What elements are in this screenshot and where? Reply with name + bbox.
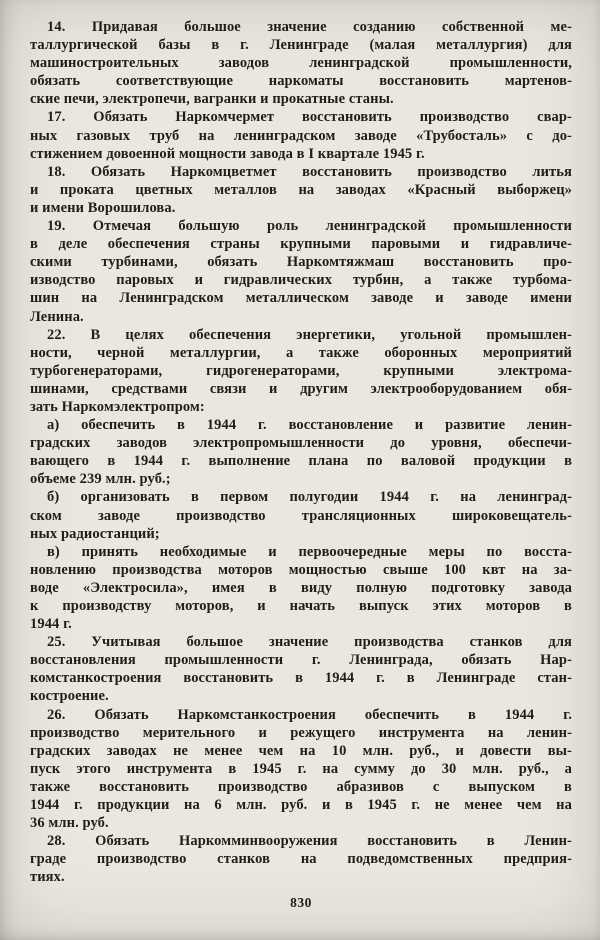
text-line: а) обеспечить в 1944 г. восстановление и развитие ленин- <box>47 417 572 434</box>
text-line: таллургической базы в г. Ленинграде (малая металлургия) для <box>30 37 572 54</box>
text-line: в деле обеспечения страны крупными паровыми и гидравличе- <box>30 236 572 253</box>
text-line: ных радиостанций; <box>30 525 160 542</box>
paragraph-item-22-b <box>30 488 572 542</box>
text-line: 14. Придавая большое значение созданию собственной ме- <box>47 19 572 35</box>
text-line: 17. Обязать Наркомчермет восстановить производство свар- <box>47 109 572 126</box>
text-line: и проката цветных металлов на заводах «Красный выборжец» <box>30 181 572 198</box>
text-line: 1944 г. продукции на 6 млн. руб. и в 1945 г. не менее чем на <box>30 797 572 814</box>
text-line: 28. Обязать Наркомминвооружения восстановить в Ленин- <box>47 833 572 850</box>
text-line: шинами, средствами связи и другим электрооборудованием обя- <box>30 380 572 397</box>
text-line: к производству моторов, и начать выпуск этих моторов в <box>30 598 572 614</box>
text-line: Ленина. <box>30 308 84 325</box>
text-line: стижением довоенной мощности завода в I квартале 1945 г. <box>30 145 425 162</box>
paragraph-item-22 <box>30 326 572 416</box>
text-line: 22. В целях обеспечения энергетики, угольной промышлен- <box>47 326 572 343</box>
paragraph-item-19 <box>30 217 572 326</box>
paragraph-item-18 <box>30 163 572 217</box>
text-line: вающего в 1944 г. выполнение плана по валовой продукции в <box>30 453 572 470</box>
text-line: градских заводов электропромышленности до уровня, обеспечи- <box>30 435 572 452</box>
text-line: производство мерительного и режущего инструмента на ленин- <box>30 724 572 741</box>
text-line: 1944 г. <box>30 616 72 633</box>
text-line: восстановления промышленности г. Ленинграда, обязать Нар- <box>30 652 572 669</box>
text-line: в) принять необходимые и первоочередные меры по восста- <box>47 543 572 560</box>
text-line: 36 млн. руб. <box>30 815 109 832</box>
text-line: также восстановить производство абразивов с выпуском в <box>30 778 572 795</box>
text-line: граде производство станков на подведомственных предприя- <box>30 851 572 868</box>
text-line: 25. Учитывая большое значение производства станков для <box>47 634 572 651</box>
text-line: турбогенераторами, гидрогенераторами, крупными электрома- <box>30 362 572 379</box>
text-line: обязать соответствующие наркоматы восстановить мартенов- <box>30 73 572 90</box>
text-line: объеме 239 млн. руб.; <box>30 471 171 488</box>
text-line: шин на Ленинградском металлическом заводе и заводе имени <box>30 290 572 307</box>
text-line: ские печи, электропечи, вагранки и прокатные станы. <box>30 91 394 108</box>
paragraph-item-28 <box>30 832 572 886</box>
text-line: изводство паровых и гидравлических турбин, а также турбома- <box>30 272 572 289</box>
document-text <box>30 18 572 887</box>
text-line: ском заводе производство трансляционных широковещатель- <box>30 507 572 524</box>
text-line: пуск этого инструмента в 1945 г. на сумму до 30 млн. руб., а <box>30 760 572 777</box>
paragraph-item-25 <box>30 633 572 705</box>
text-line: костроение. <box>30 688 109 705</box>
paragraph-item-14 <box>30 18 572 108</box>
text-line: ности, черной металлургии, а также оборонных мероприятий <box>30 344 572 361</box>
text-line: воде «Электросила», имея в виду полную подготовку завода <box>30 579 572 596</box>
text-line: б) организовать в первом полугодии 1944 г. на ленинград- <box>47 489 572 506</box>
text-line: зать Наркомэлектропром: <box>30 398 205 415</box>
page-number: 830 <box>290 894 312 910</box>
text-line: тиях. <box>30 869 65 886</box>
text-line: скими турбинами, обязать Наркомтяжмаш восстановить про- <box>30 254 572 271</box>
text-line: и имени Ворошилова. <box>30 199 176 216</box>
text-line: 26. Обязать Наркомстанкостроения обеспечить в 1944 г. <box>47 706 572 723</box>
text-line: новлению производства моторов мощностью свыше 100 квт на за- <box>30 561 572 578</box>
text-line: градских заводах не менее чем на 10 млн. руб., и довести вы- <box>30 742 572 759</box>
paragraph-item-17 <box>30 108 572 162</box>
text-line: машиностроительных заводов ленинградской промышленности, <box>30 55 572 72</box>
paragraph-item-22-a <box>30 416 572 488</box>
text-line: комстанкостроения восстановить в 1944 г. в Ленинграде стан- <box>30 670 572 687</box>
text-line: 19. Отмечая большую роль ленинградской промышленности <box>47 218 572 235</box>
paragraph-item-26 <box>30 706 572 833</box>
text-line: 18. Обязать Наркомцветмет восстановить производство литья <box>47 163 572 180</box>
text-line: ных газовых труб на ленинградском заводе «Трубосталь» с до- <box>30 127 572 144</box>
paragraph-item-22-v <box>30 543 572 633</box>
